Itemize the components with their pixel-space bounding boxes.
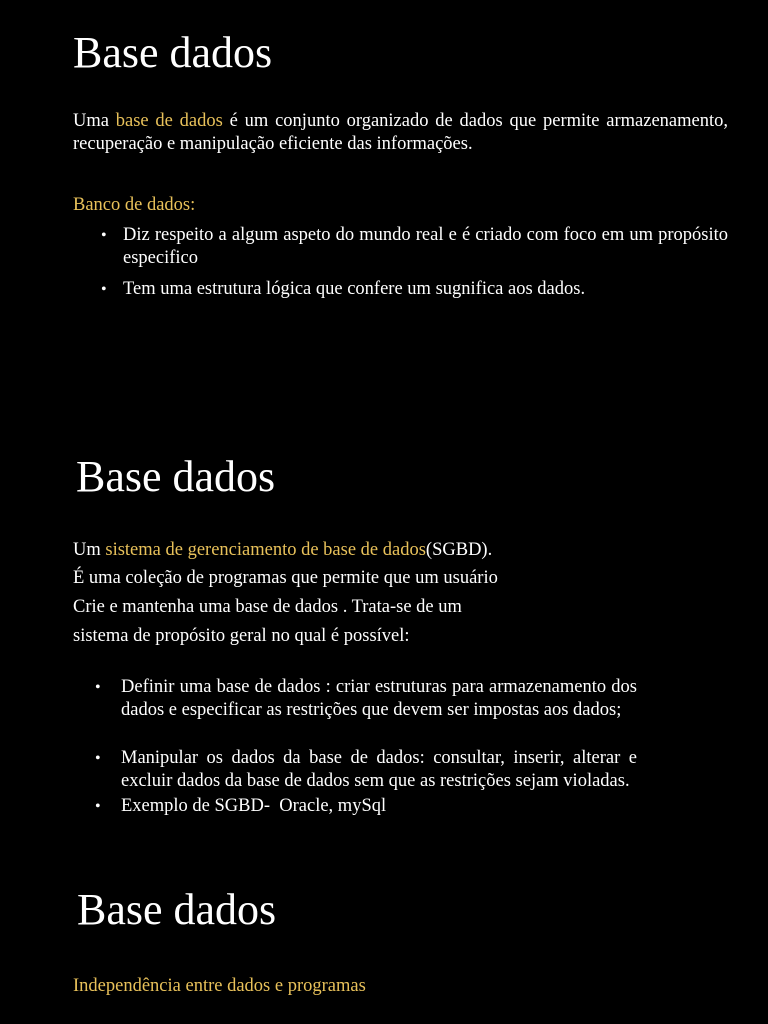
slide2-line1 [73,539,492,562]
list-item [73,224,728,270]
slide2-line1-prefix: Um [73,540,106,560]
slide1-intro-highlight: base de dados [115,111,223,131]
slide1-subheading: Banco de dados: [73,195,196,215]
list-item [73,795,637,818]
slide2-line1-highlight: sistema de gerenciamento de base de dados [105,540,426,560]
slide2-line1-suffix: (SGBD). [425,540,493,560]
list-item-text: Tem uma estrutura lógica que confere um sugnifica aos dados. [123,279,586,299]
bullet-icon: • [101,281,107,298]
slide3-title: Base dados [77,885,277,934]
list-item [73,676,637,722]
list-item [73,747,637,793]
list-item-text: Manipular os dados da base de dados: consultar, inserir, alterar e excluir dados da base de dados sem que as restrições sejam violadas. [121,748,637,791]
slide2-title: Base dados [76,452,276,501]
slide1-intro-rest: é um conjunto organizado de dados que permite armazenamento, recuperação e manipulação eficiente das informações. [73,111,729,154]
list-item-text: Exemplo de SGBD- Oracle, mySql [121,796,387,816]
slide2-line2: É uma coleção de programas que permite que um usuário [73,568,498,588]
list-item-text: Diz respeito a algum aspeto do mundo real e é criado com foco em um propósito especifico [123,225,728,268]
slide3-subheading: Independência entre dados e programas [73,976,366,996]
bullet-icon: • [101,227,107,244]
slide1-title: Base dados [73,28,273,77]
bullet-icon: • [95,798,101,815]
slide1-intro-prefix: Uma [73,111,116,131]
slide2-bullet-list [73,676,637,818]
bullet-icon: • [95,750,101,767]
list-item-text: Definir uma base de dados : criar estruturas para armazenamento dos dados e especificar as restrições que devem ser impostas aos dados; [121,677,637,720]
bullet-icon: • [95,679,101,696]
list-item [73,278,728,301]
slide2-line4: sistema de propósito geral no qual é possível: [73,626,410,646]
slide2-line3: Crie e mantenha uma base de dados . Trata-se de um [73,597,462,617]
slide1-intro [73,110,728,156]
slide1-bullet-list [73,224,728,301]
